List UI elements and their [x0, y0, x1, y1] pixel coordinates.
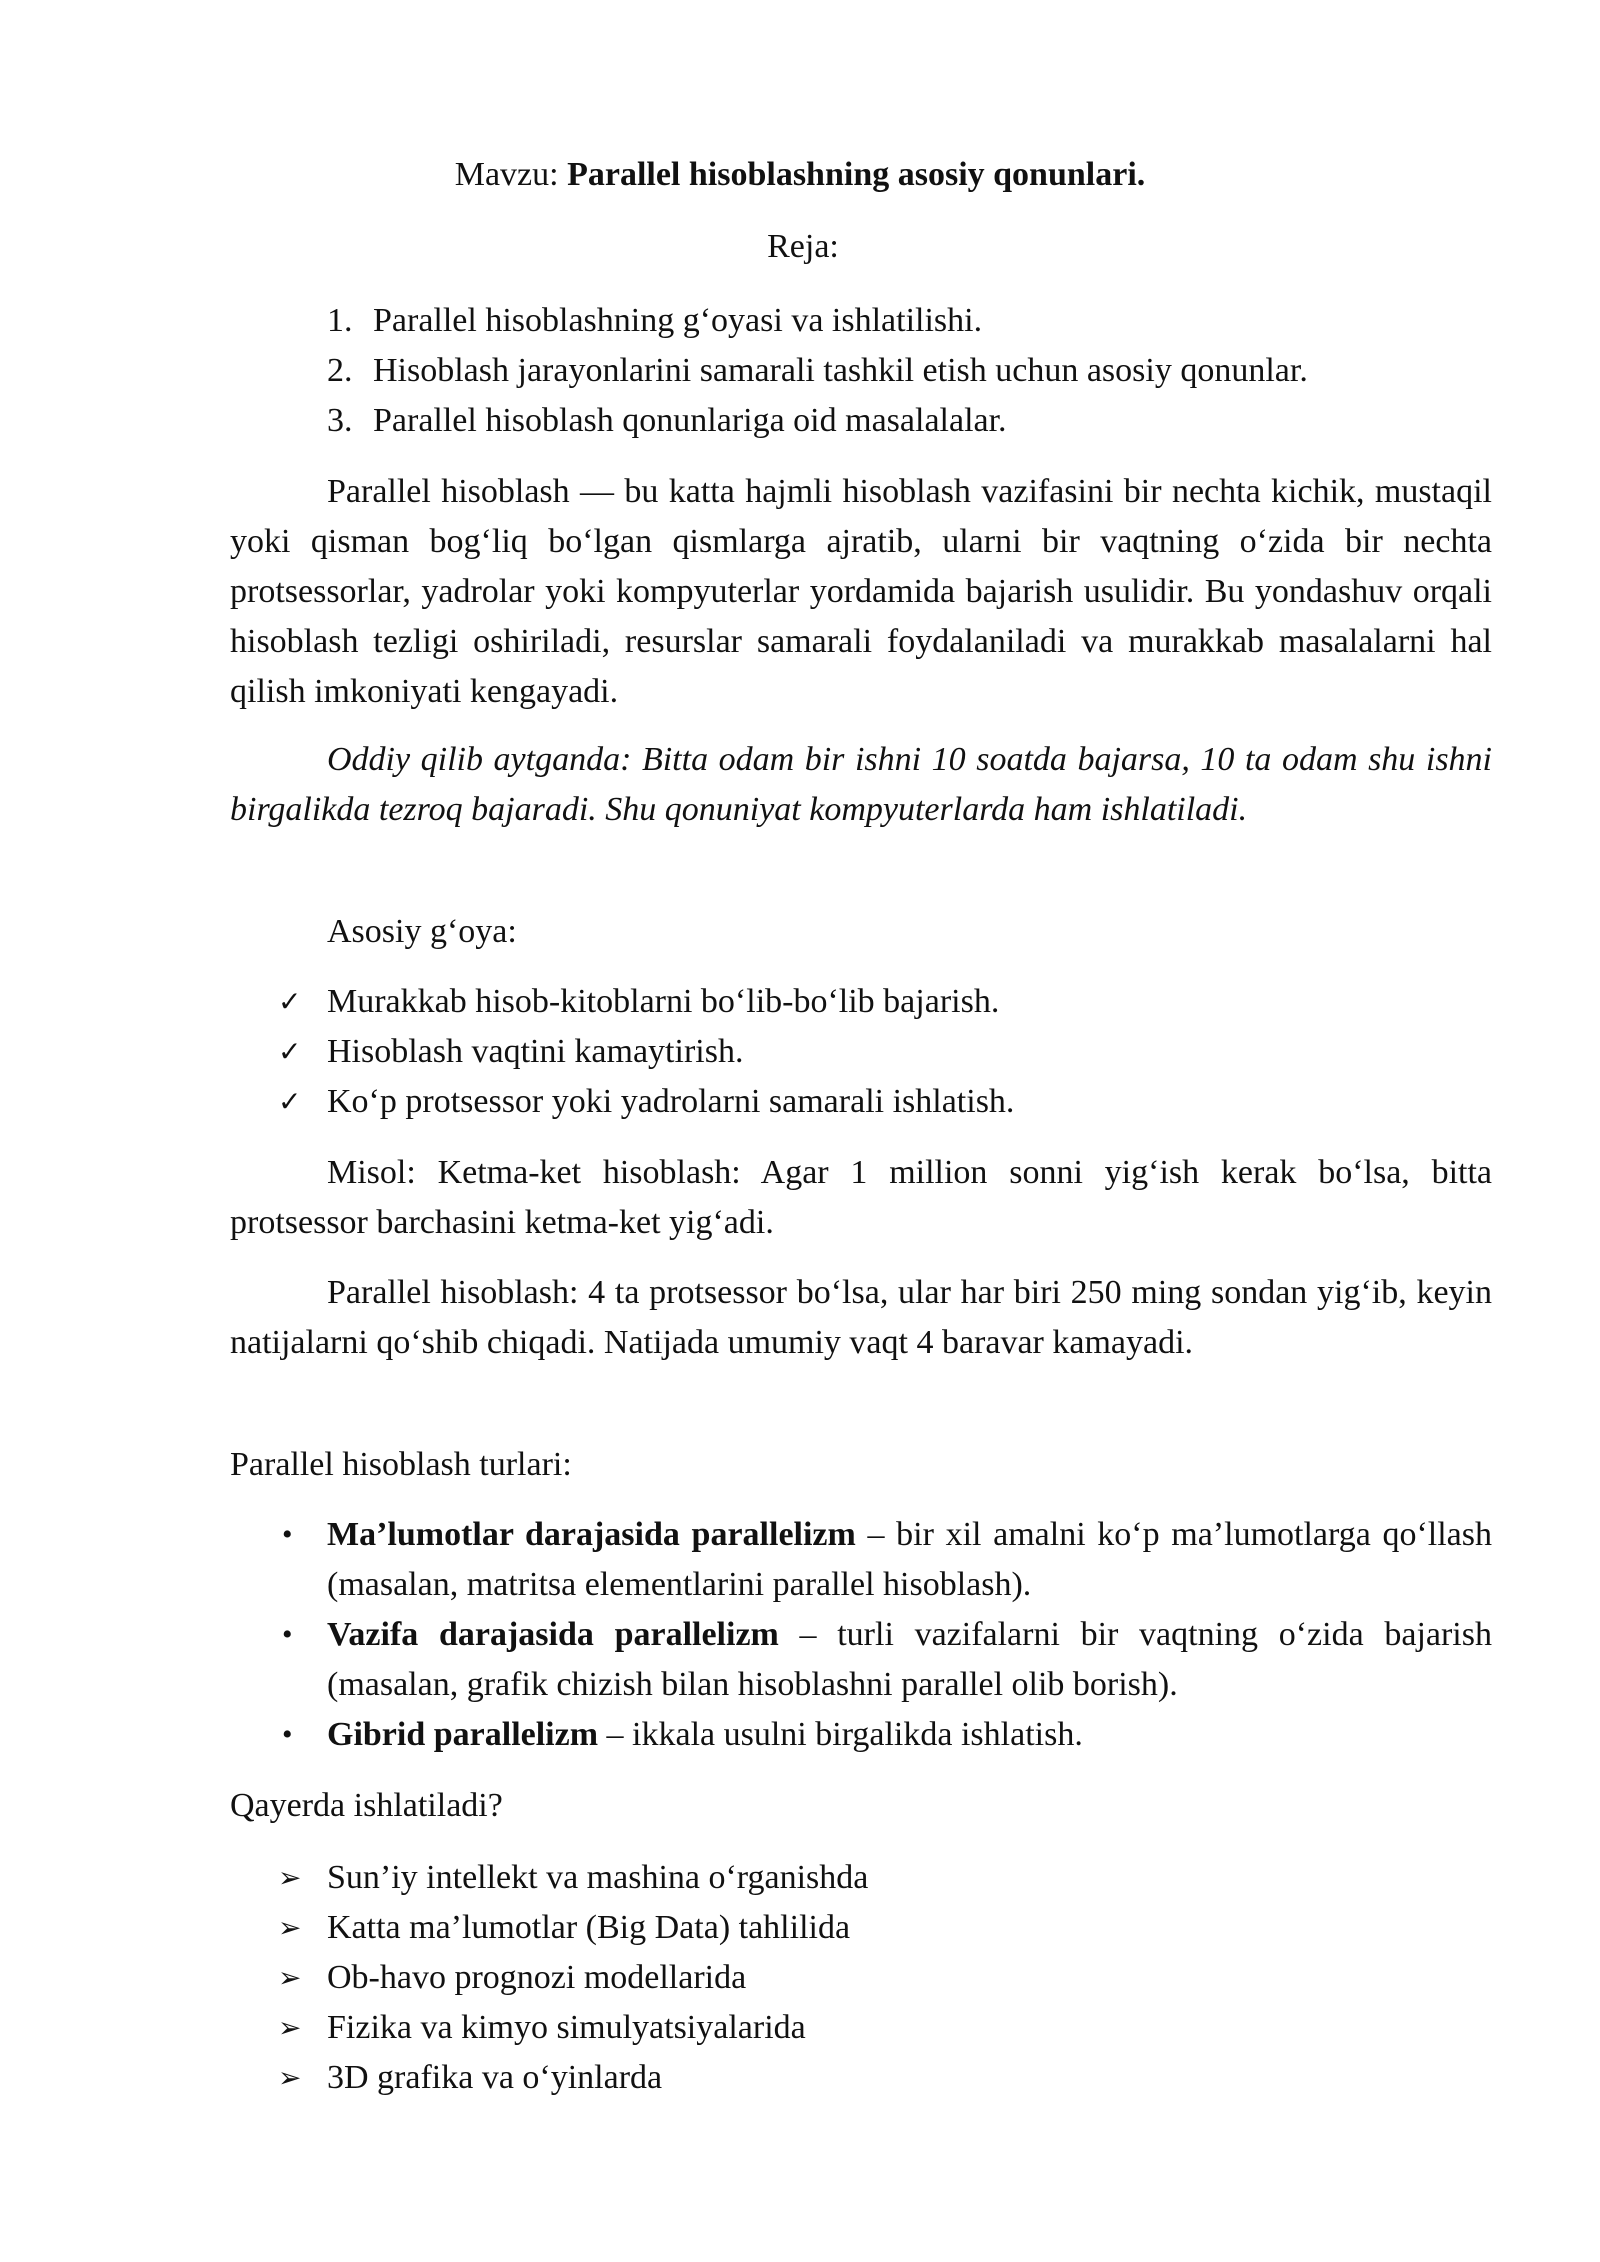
arrow-bullet-icon: ➢ [278, 2011, 302, 2044]
types-label: Parallel hisoblash turlari: [230, 1446, 572, 1483]
simple-paragraph [230, 735, 1492, 835]
list-item [230, 1510, 1492, 1610]
list-item [230, 2053, 1492, 2103]
topic-heading [0, 150, 1600, 200]
type-term: Gibrid parallelizm [327, 1716, 599, 1753]
list-item [230, 1077, 1492, 1127]
arrow-bullet-icon: ➢ [278, 2061, 302, 2094]
plan-item-text: Parallel hisoblashning g‘oyasi va ishlatilishi. [373, 302, 983, 339]
list-item-text: Katta ma’lumotlar (Big Data) tahlilida [327, 1909, 851, 1946]
checkmark-icon: ✓ [278, 1035, 302, 1068]
main-idea-label: Asosiy g‘oya: [327, 913, 517, 950]
list-item [230, 1853, 1492, 1903]
topic-prefix: Mavzu: [454, 156, 568, 193]
bullet-icon: • [282, 1618, 293, 1651]
list-item-text: Ob-havo prognozi modellarida [327, 1959, 747, 1996]
type-description: – turli vazifalarni bir vaqtning o‘zida bajarish (masalan, grafik chizish bilan hisoblashni parallel olib borish). [327, 1616, 1492, 1703]
type-term: Ma’lumotlar darajasida parallelizm [327, 1516, 856, 1553]
usage-list [230, 1853, 1492, 2103]
plan-list [327, 296, 1477, 446]
plan-item [327, 346, 1477, 396]
plan-item-text: Hisoblash jarayonlarini samarali tashkil etish uchun asosiy qonunlar. [373, 352, 1308, 389]
list-item-text: Ko‘p protsessor yoki yadrolarni samarali ishlatish. [327, 1083, 1015, 1120]
list-item-text: Hisoblash vaqtini kamaytirish. [327, 1033, 744, 1070]
list-item [230, 1903, 1492, 1953]
list-item-text: Sun’iy intellekt va mashina o‘rganishda [327, 1859, 869, 1896]
checkmark-icon: ✓ [278, 1085, 302, 1118]
usage-label: Qayerda ishlatiladi? [230, 1787, 503, 1824]
list-item [230, 977, 1492, 1027]
bullet-icon: • [282, 1718, 293, 1751]
simple-text: Oddiy qilib aytganda: Bitta odam bir ishni 10 soatda bajarsa, 10 ta odam shu ishni birgalikda tezroq bajaradi. Shu qonuniyat kompyuterlarda ham ishlatiladi. [230, 741, 1492, 828]
types-list [230, 1510, 1492, 1760]
arrow-bullet-icon: ➢ [278, 1961, 302, 1994]
list-item [230, 1027, 1492, 1077]
main-idea-list [230, 977, 1492, 1127]
bullet-icon: • [282, 1518, 293, 1551]
plan-item [327, 396, 1477, 446]
type-description: – ikkala usulni birgalikda ishlatish. [598, 1716, 1083, 1753]
list-item [230, 1710, 1492, 1760]
arrow-bullet-icon: ➢ [278, 1911, 302, 1944]
plan-label: Reja: [767, 228, 839, 265]
type-term: Vazifa darajasida parallelizm [327, 1616, 779, 1653]
list-item [230, 2003, 1492, 2053]
list-item [230, 1610, 1492, 1710]
checkmark-icon: ✓ [278, 985, 302, 1018]
plan-item-number: 1. [327, 302, 353, 339]
plan-item-text: Parallel hisoblash qonunlariga oid masalalalar. [373, 402, 1007, 439]
plan-item [327, 296, 1477, 346]
example-sequential: Misol: Ketma-ket hisoblash: Agar 1 million sonni yig‘ish kerak bo‘lsa, bitta protsessor barchasini ketma-ket yig‘adi. [230, 1154, 1492, 1241]
arrow-bullet-icon: ➢ [278, 1861, 302, 1894]
plan-item-number: 2. [327, 352, 353, 389]
type-description: – bir xil amalni ko‘p ma’lumotlarga qo‘llash (masalan, matritsa elementlarini parallel hisoblash). [327, 1516, 1492, 1603]
list-item [230, 1953, 1492, 2003]
list-item-text: Fizika va kimyo simulyatsiyalarida [327, 2009, 806, 2046]
intro-paragraph: Parallel hisoblash — bu katta hajmli hisoblash vazifasini bir nechta kichik, mustaqil yoki qisman bog‘liq bo‘lgan qismlarga ajratib, ularni bir vaqtning o‘zida bir nechta protsessorlar, yadrolar yoki kompyuterlar yordamida bajarish usulidir. Bu yondashuv orqali hisoblash tezligi oshiriladi, resurslar samarali foydalaniladi va murakkab masalalarni hal qilish imkoniyati kengayadi. [230, 473, 1492, 710]
example-parallel: Parallel hisoblash: 4 ta protsessor bo‘lsa, ular har biri 250 ming sondan yig‘ib, keyin natijalarni qo‘shib chiqadi. Natijada umumiy vaqt 4 baravar kamayadi. [230, 1274, 1492, 1361]
topic-title: Parallel hisoblashning asosiy qonunlari. [567, 156, 1146, 193]
plan-item-number: 3. [327, 402, 353, 439]
list-item-text: Murakkab hisob-kitoblarni bo‘lib-bo‘lib bajarish. [327, 983, 1000, 1020]
list-item-text: 3D grafika va o‘yinlarda [327, 2059, 663, 2096]
